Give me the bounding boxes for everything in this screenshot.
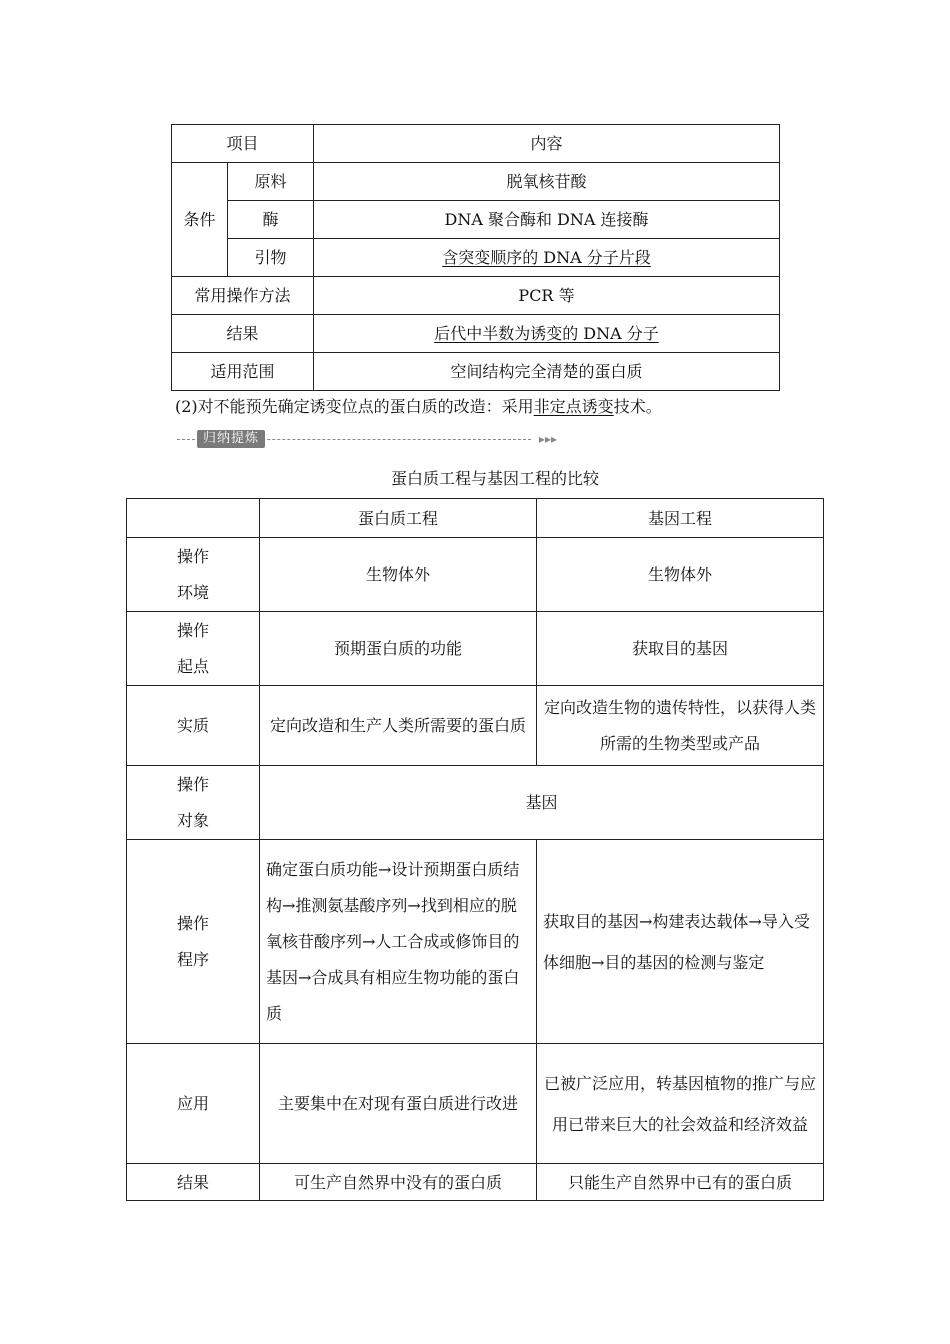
table-row [172, 163, 780, 201]
gene-cell: 只能生产自然界中已有的蛋白质 [537, 1164, 824, 1201]
result-answer: 后代中半数为诱变的 DNA 分子 [434, 323, 659, 343]
gene-cell: 获取目的基因→构建表达载体→导入受体细胞→目的基因的检测与鉴定 [537, 840, 824, 1044]
protein-cell: 生物体外 [260, 538, 537, 612]
table-row [127, 766, 824, 840]
note-prefix: (2)对不能预先确定诱变位点的蛋白质的改造：采用 [175, 397, 534, 416]
comparison-table [126, 498, 824, 1201]
note-paragraph [175, 396, 662, 418]
row-label: 操作 对象 [127, 766, 260, 840]
row-label: 操作 程序 [127, 840, 260, 1044]
gene-cell: 获取目的基因 [537, 612, 824, 686]
method-label: 常用操作方法 [172, 277, 314, 315]
object-cell: 基因 [260, 766, 824, 840]
table-row [172, 315, 780, 353]
protein-cell: 确定蛋白质功能→设计预期蛋白质结构→推测氨基酸序列→找到相应的脱氧核苷酸序列→人工合成或修饰目的基因→合成具有相应生物功能的蛋白质 [260, 840, 537, 1044]
header-blank [127, 499, 260, 538]
table-row [127, 686, 824, 766]
scope-value: 空间结构完全清楚的蛋白质 [314, 353, 780, 391]
table-row [127, 499, 824, 538]
table-row [127, 538, 824, 612]
row-label: 实质 [127, 686, 260, 766]
table-row [172, 277, 780, 315]
table-row [127, 1164, 824, 1201]
protein-cell: 定向改造和生产人类所需要的蛋白质 [260, 686, 537, 766]
result-label: 结果 [172, 315, 314, 353]
row-value: DNA 聚合酶和 DNA 连接酶 [314, 201, 780, 239]
row-label: 操作 起点 [127, 612, 260, 686]
row-label: 操作 环境 [127, 538, 260, 612]
table-row [127, 612, 824, 686]
gene-cell: 已被广泛应用，转基因植物的推广与应用已带来巨大的社会效益和经济效益 [537, 1044, 824, 1164]
protein-cell: 预期蛋白质的功能 [260, 612, 537, 686]
table-row [127, 1044, 824, 1164]
row-label: 结果 [127, 1164, 260, 1201]
summary-banner [177, 429, 557, 449]
dna-mutagenesis-table [171, 124, 780, 391]
table-row [172, 125, 780, 163]
note-suffix: 技术。 [613, 397, 662, 416]
note-highlight: 非定点诱变 [533, 397, 614, 416]
row-sub-label: 酶 [228, 201, 314, 239]
header-protein: 蛋白质工程 [260, 499, 537, 538]
header-content: 内容 [314, 125, 780, 163]
condition-label: 条件 [172, 163, 228, 277]
protein-cell: 可生产自然界中没有的蛋白质 [260, 1164, 537, 1201]
gene-cell: 生物体外 [537, 538, 824, 612]
header-gene: 基因工程 [537, 499, 824, 538]
row-sub-label: 原料 [228, 163, 314, 201]
gene-cell: 定向改造生物的遗传特性，以获得人类所需的生物类型或产品 [537, 686, 824, 766]
table-row [127, 840, 824, 1044]
result-value [314, 315, 780, 353]
protein-cell: 主要集中在对现有蛋白质进行改进 [260, 1044, 537, 1164]
row-value [314, 239, 780, 277]
comparison-title: 蛋白质工程与基因工程的比较 [390, 469, 599, 488]
row-label: 应用 [127, 1044, 260, 1164]
summary-tag: 归纳提炼 [197, 430, 265, 448]
scope-label: 适用范围 [172, 353, 314, 391]
table-row [172, 239, 780, 277]
row-sub-label: 引物 [228, 239, 314, 277]
method-value: PCR 等 [314, 277, 780, 315]
arrows-icon: ▸▸▸ [538, 432, 557, 446]
row-value: 脱氧核苷酸 [314, 163, 780, 201]
table-row [172, 201, 780, 239]
header-item: 项目 [172, 125, 314, 163]
primer-answer: 含突变顺序的 DNA 分子片段 [442, 247, 651, 267]
table-row [172, 353, 780, 391]
